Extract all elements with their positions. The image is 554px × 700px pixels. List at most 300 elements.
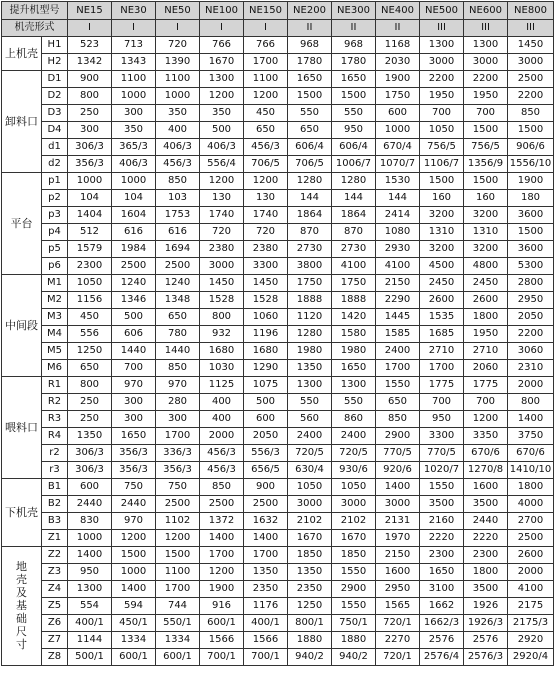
table-cell: 1670 — [332, 530, 376, 547]
table-cell: 1200 — [156, 530, 200, 547]
table-cell: 3100 — [420, 581, 464, 598]
table-cell: 104 — [68, 190, 112, 207]
table-cell: 1864 — [288, 207, 332, 224]
table-cell: 1900 — [376, 71, 420, 88]
table-cell: 3600 — [508, 241, 554, 258]
table-cell: 550 — [288, 394, 332, 411]
table-cell: 2450 — [420, 275, 464, 292]
row-label: H1 — [42, 37, 68, 54]
table-cell: 720/5 — [288, 445, 332, 462]
table-cell: 1020/7 — [420, 462, 464, 479]
table-cell: 2576/4 — [420, 649, 464, 666]
table-cell: 1600 — [464, 479, 508, 496]
table-cell: 3500 — [464, 581, 508, 598]
table-cell: 3500 — [464, 496, 508, 513]
table-cell: 1356/9 — [464, 156, 508, 173]
table-cell: 523 — [68, 37, 112, 54]
table-cell: 350 — [156, 105, 200, 122]
table-cell: 970 — [156, 377, 200, 394]
table-row — [2, 88, 554, 105]
table-cell: 1200 — [200, 173, 244, 190]
table-cell: 1400 — [112, 581, 156, 598]
table-cell: 2930 — [376, 241, 420, 258]
group-label — [2, 275, 42, 377]
table-cell: 1030 — [200, 360, 244, 377]
table-cell: 2200 — [508, 326, 554, 343]
table-cell: 720/1 — [376, 615, 420, 632]
table-cell: 3800 — [288, 258, 332, 275]
table-cell: 1528 — [244, 292, 288, 309]
table-cell: 720 — [156, 37, 200, 54]
table-cell: 700 — [420, 394, 464, 411]
table-cell: 1850 — [288, 547, 332, 564]
table-cell: 1080 — [376, 224, 420, 241]
table-cell: 2800 — [508, 275, 554, 292]
form-header: III — [464, 20, 508, 37]
table-cell: 800 — [200, 309, 244, 326]
table-cell: 2920/4 — [508, 649, 554, 666]
table-cell: 1850 — [332, 547, 376, 564]
table-cell: 1740 — [244, 207, 288, 224]
row-label: M2 — [42, 292, 68, 309]
row-label: M3 — [42, 309, 68, 326]
table-cell: 1750 — [376, 88, 420, 105]
table-cell: 600/1 — [156, 649, 200, 666]
table-cell: 2600 — [508, 547, 554, 564]
table-cell: 2500 — [200, 496, 244, 513]
table-cell: 1550 — [376, 377, 420, 394]
table-cell: 556/4 — [200, 156, 244, 173]
table-cell: 930/6 — [332, 462, 376, 479]
row-label: R3 — [42, 411, 68, 428]
table-row — [2, 173, 554, 190]
form-header: I — [112, 20, 156, 37]
table-cell: 1350 — [288, 564, 332, 581]
table-cell: 1290 — [244, 360, 288, 377]
table-cell: 1156 — [68, 292, 112, 309]
table-cell: 336/3 — [156, 445, 200, 462]
row-label: D2 — [42, 88, 68, 105]
table-cell: 1984 — [112, 241, 156, 258]
table-cell: 2710 — [464, 343, 508, 360]
table-row — [2, 479, 554, 496]
table-cell: 2030 — [376, 54, 420, 71]
form-header: I — [68, 20, 112, 37]
table-cell: 2175 — [508, 598, 554, 615]
table-cell: 2600 — [464, 292, 508, 309]
table-cell: 600 — [68, 479, 112, 496]
group-label-text: 喂料口 — [5, 420, 38, 434]
table-row — [2, 37, 554, 54]
table-cell: 870 — [332, 224, 376, 241]
table-cell: 3000 — [420, 54, 464, 71]
table-cell: 1346 — [112, 292, 156, 309]
table-cell: 300 — [156, 411, 200, 428]
table-cell: 1050 — [332, 479, 376, 496]
table-cell: 1000 — [112, 564, 156, 581]
table-cell: 3000 — [332, 496, 376, 513]
table-cell: 1880 — [332, 632, 376, 649]
table-cell: 650 — [244, 122, 288, 139]
table-cell: 706/5 — [288, 156, 332, 173]
table-cell: 916 — [200, 598, 244, 615]
table-row — [2, 207, 554, 224]
table-cell: 1780 — [332, 54, 376, 71]
table-cell: 750/1 — [332, 615, 376, 632]
row-label: p1 — [42, 173, 68, 190]
table-cell: 1753 — [156, 207, 200, 224]
table-cell: 1400 — [68, 547, 112, 564]
table-cell: 2500 — [156, 258, 200, 275]
table-cell: 1400 — [376, 479, 420, 496]
model-header: NE150 — [244, 2, 288, 20]
table-row — [2, 326, 554, 343]
table-cell: 720 — [200, 224, 244, 241]
form-header: I — [156, 20, 200, 37]
table-cell: 1144 — [68, 632, 112, 649]
table-cell: 1500 — [156, 547, 200, 564]
row-label: d2 — [42, 156, 68, 173]
row-label: Z5 — [42, 598, 68, 615]
table-cell: 3500 — [420, 496, 464, 513]
table-cell: 2380 — [244, 241, 288, 258]
table-cell: 2050 — [244, 428, 288, 445]
table-row — [2, 632, 554, 649]
table-cell: 1060 — [244, 309, 288, 326]
table-cell: 2576 — [464, 632, 508, 649]
form-header: II — [288, 20, 332, 37]
table-cell: 306/3 — [68, 462, 112, 479]
group-label-text: 上机壳 — [5, 46, 38, 60]
table-cell: 2380 — [200, 241, 244, 258]
table-cell: 400 — [200, 411, 244, 428]
table-cell: 2050 — [508, 309, 554, 326]
table-cell: 130 — [200, 190, 244, 207]
table-cell: 4100 — [508, 581, 554, 598]
table-cell: 1580 — [332, 326, 376, 343]
table-cell: 850 — [156, 360, 200, 377]
table-cell: 1585 — [376, 326, 420, 343]
table-cell: 1300 — [68, 581, 112, 598]
table-cell: 350 — [200, 105, 244, 122]
table-cell: 556/3 — [244, 445, 288, 462]
table-cell: 3200 — [420, 241, 464, 258]
table-cell: 2220 — [420, 530, 464, 547]
table-cell: 1970 — [376, 530, 420, 547]
table-row — [2, 343, 554, 360]
table-cell: 2220 — [464, 530, 508, 547]
model-header: NE100 — [200, 2, 244, 20]
table-cell: 2440 — [464, 513, 508, 530]
table-cell: 2131 — [376, 513, 420, 530]
table-cell: 2500 — [508, 71, 554, 88]
table-cell: 512 — [68, 224, 112, 241]
table-cell: 556 — [68, 326, 112, 343]
table-cell: 606 — [112, 326, 156, 343]
table-cell: 1980 — [332, 343, 376, 360]
table-cell: 400 — [200, 394, 244, 411]
table-cell: 300 — [112, 411, 156, 428]
table-cell: 766 — [200, 37, 244, 54]
table-cell: 356/3 — [112, 462, 156, 479]
table-cell: 1450 — [508, 37, 554, 54]
table-cell: 2440 — [68, 496, 112, 513]
row-label: R4 — [42, 428, 68, 445]
table-cell: 950 — [332, 122, 376, 139]
table-cell: 1404 — [68, 207, 112, 224]
group-label — [2, 377, 42, 479]
table-cell: 606/4 — [332, 139, 376, 156]
table-cell: 560 — [288, 411, 332, 428]
table-cell: 1650 — [332, 71, 376, 88]
table-cell: 500 — [244, 394, 288, 411]
header-row-models — [2, 2, 554, 20]
table-cell: 450/1 — [112, 615, 156, 632]
row-label: Z3 — [42, 564, 68, 581]
table-cell: 1050 — [68, 275, 112, 292]
table-cell: 670/4 — [376, 139, 420, 156]
table-cell: 2500 — [156, 496, 200, 513]
table-cell: 2350 — [244, 581, 288, 598]
table-cell: 2150 — [376, 275, 420, 292]
table-cell: 1350 — [244, 564, 288, 581]
table-row — [2, 71, 554, 88]
table-cell: 3750 — [508, 428, 554, 445]
model-header: NE30 — [112, 2, 156, 20]
table-cell: 160 — [464, 190, 508, 207]
table-cell: 900 — [68, 71, 112, 88]
table-cell: 1200 — [200, 564, 244, 581]
table-row — [2, 394, 554, 411]
table-row — [2, 598, 554, 615]
table-cell: 550/1 — [156, 615, 200, 632]
table-cell: 250 — [68, 105, 112, 122]
row-label: M1 — [42, 275, 68, 292]
model-header: NE500 — [420, 2, 464, 20]
table-cell: 2160 — [420, 513, 464, 530]
table-cell: 1500 — [332, 88, 376, 105]
table-cell: 450 — [244, 105, 288, 122]
table-cell: 1800 — [464, 564, 508, 581]
table-cell: 2500 — [112, 258, 156, 275]
table-cell: 2576/3 — [464, 649, 508, 666]
table-row — [2, 581, 554, 598]
table-cell: 1125 — [200, 377, 244, 394]
table-cell: 756/5 — [420, 139, 464, 156]
table-cell: 3060 — [508, 343, 554, 360]
row-label: Z1 — [42, 530, 68, 547]
table-cell: 750 — [156, 479, 200, 496]
table-cell: 456/3 — [156, 156, 200, 173]
table-cell: 4000 — [508, 496, 554, 513]
table-cell: 300 — [68, 122, 112, 139]
table-cell: 800 — [508, 394, 554, 411]
table-cell: 770/5 — [376, 445, 420, 462]
table-cell: 2440 — [112, 496, 156, 513]
table-cell: 968 — [332, 37, 376, 54]
table-cell: 1680 — [200, 343, 244, 360]
table-cell: 650 — [156, 309, 200, 326]
table-cell: 1662 — [420, 598, 464, 615]
table-cell: 1372 — [200, 513, 244, 530]
table-cell: 950 — [68, 564, 112, 581]
row-label: D4 — [42, 122, 68, 139]
group-label — [2, 37, 42, 71]
table-cell: 1500 — [464, 173, 508, 190]
group-label — [2, 173, 42, 275]
table-cell: 180 — [508, 190, 554, 207]
table-row — [2, 615, 554, 632]
table-cell: 1700 — [244, 54, 288, 71]
row-label: p2 — [42, 190, 68, 207]
table-cell: 2900 — [332, 581, 376, 598]
table-cell: 1400 — [508, 411, 554, 428]
table-cell: 1700 — [156, 428, 200, 445]
table-cell: 300 — [112, 105, 156, 122]
table-cell: 356/3 — [112, 445, 156, 462]
row-label: r2 — [42, 445, 68, 462]
model-header: NE400 — [376, 2, 420, 20]
table-cell: 1775 — [464, 377, 508, 394]
table-cell: 1450 — [244, 275, 288, 292]
row-label: B2 — [42, 496, 68, 513]
table-cell: 1579 — [68, 241, 112, 258]
model-header: NE600 — [464, 2, 508, 20]
table-row — [2, 445, 554, 462]
table-cell: 2102 — [288, 513, 332, 530]
table-cell: 406/3 — [156, 139, 200, 156]
table-cell: 606/4 — [288, 139, 332, 156]
table-cell: 1070/7 — [376, 156, 420, 173]
table-cell: 1000 — [112, 88, 156, 105]
table-cell: 1410/10 — [508, 462, 554, 479]
table-cell: 3000 — [508, 54, 554, 71]
group-label — [2, 71, 42, 173]
table-cell: 920/6 — [376, 462, 420, 479]
table-cell: 1176 — [244, 598, 288, 615]
table-cell: 1350 — [68, 428, 112, 445]
table-cell: 1000 — [156, 88, 200, 105]
table-cell: 1888 — [288, 292, 332, 309]
table-cell: 130 — [244, 190, 288, 207]
table-cell: 1530 — [376, 173, 420, 190]
row-label: D1 — [42, 71, 68, 88]
table-cell: 3000 — [200, 258, 244, 275]
table-cell: 2414 — [376, 207, 420, 224]
table-cell: 2300 — [68, 258, 112, 275]
table-cell: 365/3 — [112, 139, 156, 156]
table-cell: 1200 — [464, 411, 508, 428]
table-cell: 1740 — [200, 207, 244, 224]
row-label: D3 — [42, 105, 68, 122]
table-cell: 144 — [288, 190, 332, 207]
table-cell: 860 — [332, 411, 376, 428]
form-header: I — [244, 20, 288, 37]
table-cell: 406/3 — [112, 156, 156, 173]
table-cell: 1650 — [112, 428, 156, 445]
table-cell: 2200 — [420, 71, 464, 88]
table-cell: 4800 — [464, 258, 508, 275]
table-cell: 630/4 — [288, 462, 332, 479]
group-label — [2, 547, 42, 666]
row-label: Z7 — [42, 632, 68, 649]
table-cell: 103 — [156, 190, 200, 207]
table-cell: 1565 — [376, 598, 420, 615]
table-cell: 1300 — [288, 377, 332, 394]
table-cell: 2150 — [376, 547, 420, 564]
row-label: M6 — [42, 360, 68, 377]
table-row — [2, 360, 554, 377]
table-cell: 670/6 — [508, 445, 554, 462]
table-cell: 1950 — [420, 88, 464, 105]
table-cell: 1000 — [376, 122, 420, 139]
table-cell: 550 — [332, 394, 376, 411]
table-cell: 1420 — [332, 309, 376, 326]
table-cell: 700 — [464, 105, 508, 122]
table-cell: 1864 — [332, 207, 376, 224]
table-cell: 800/1 — [288, 615, 332, 632]
table-cell: 1450 — [200, 275, 244, 292]
table-cell: 3350 — [464, 428, 508, 445]
table-cell: 1440 — [112, 343, 156, 360]
table-cell: 3200 — [420, 207, 464, 224]
table-cell: 2175/3 — [508, 615, 554, 632]
table-cell: 1694 — [156, 241, 200, 258]
table-cell: 1926/3 — [464, 615, 508, 632]
row-label: M5 — [42, 343, 68, 360]
table-cell: 1980 — [288, 343, 332, 360]
model-header: NE800 — [508, 2, 554, 20]
table-cell: 2300 — [464, 547, 508, 564]
table-cell: 900 — [244, 479, 288, 496]
group-label-text: 地壳及基础尺寸 — [16, 560, 27, 651]
table-cell: 3300 — [244, 258, 288, 275]
table-cell: 356/3 — [156, 462, 200, 479]
table-cell: 2700 — [508, 513, 554, 530]
table-cell: 456/3 — [200, 445, 244, 462]
table-cell: 500 — [200, 122, 244, 139]
table-cell: 1662/3 — [420, 615, 464, 632]
table-cell: 1550 — [332, 564, 376, 581]
row-label: p3 — [42, 207, 68, 224]
table-cell: 456/3 — [244, 139, 288, 156]
group-label-text: 下机壳 — [5, 505, 38, 519]
table-cell: 1550 — [332, 598, 376, 615]
table-cell: 1670 — [288, 530, 332, 547]
table-row — [2, 54, 554, 71]
table-cell: 3200 — [464, 207, 508, 224]
table-cell: 1240 — [156, 275, 200, 292]
table-cell: 766 — [244, 37, 288, 54]
row-label: r3 — [42, 462, 68, 479]
form-header: II — [332, 20, 376, 37]
table-cell: 970 — [112, 377, 156, 394]
group-label-text: 卸料口 — [5, 114, 38, 128]
row-label: Z2 — [42, 547, 68, 564]
table-cell: 2400 — [288, 428, 332, 445]
table-cell: 3200 — [464, 241, 508, 258]
table-cell: 1500 — [508, 224, 554, 241]
table-cell: 450 — [68, 309, 112, 326]
row-label: R2 — [42, 394, 68, 411]
table-cell: 600/1 — [200, 615, 244, 632]
table-cell: 3000 — [376, 496, 420, 513]
table-cell: 3000 — [288, 496, 332, 513]
table-cell: 850 — [508, 105, 554, 122]
table-cell: 594 — [112, 598, 156, 615]
table-cell: 720/5 — [332, 445, 376, 462]
table-cell: 4500 — [420, 258, 464, 275]
